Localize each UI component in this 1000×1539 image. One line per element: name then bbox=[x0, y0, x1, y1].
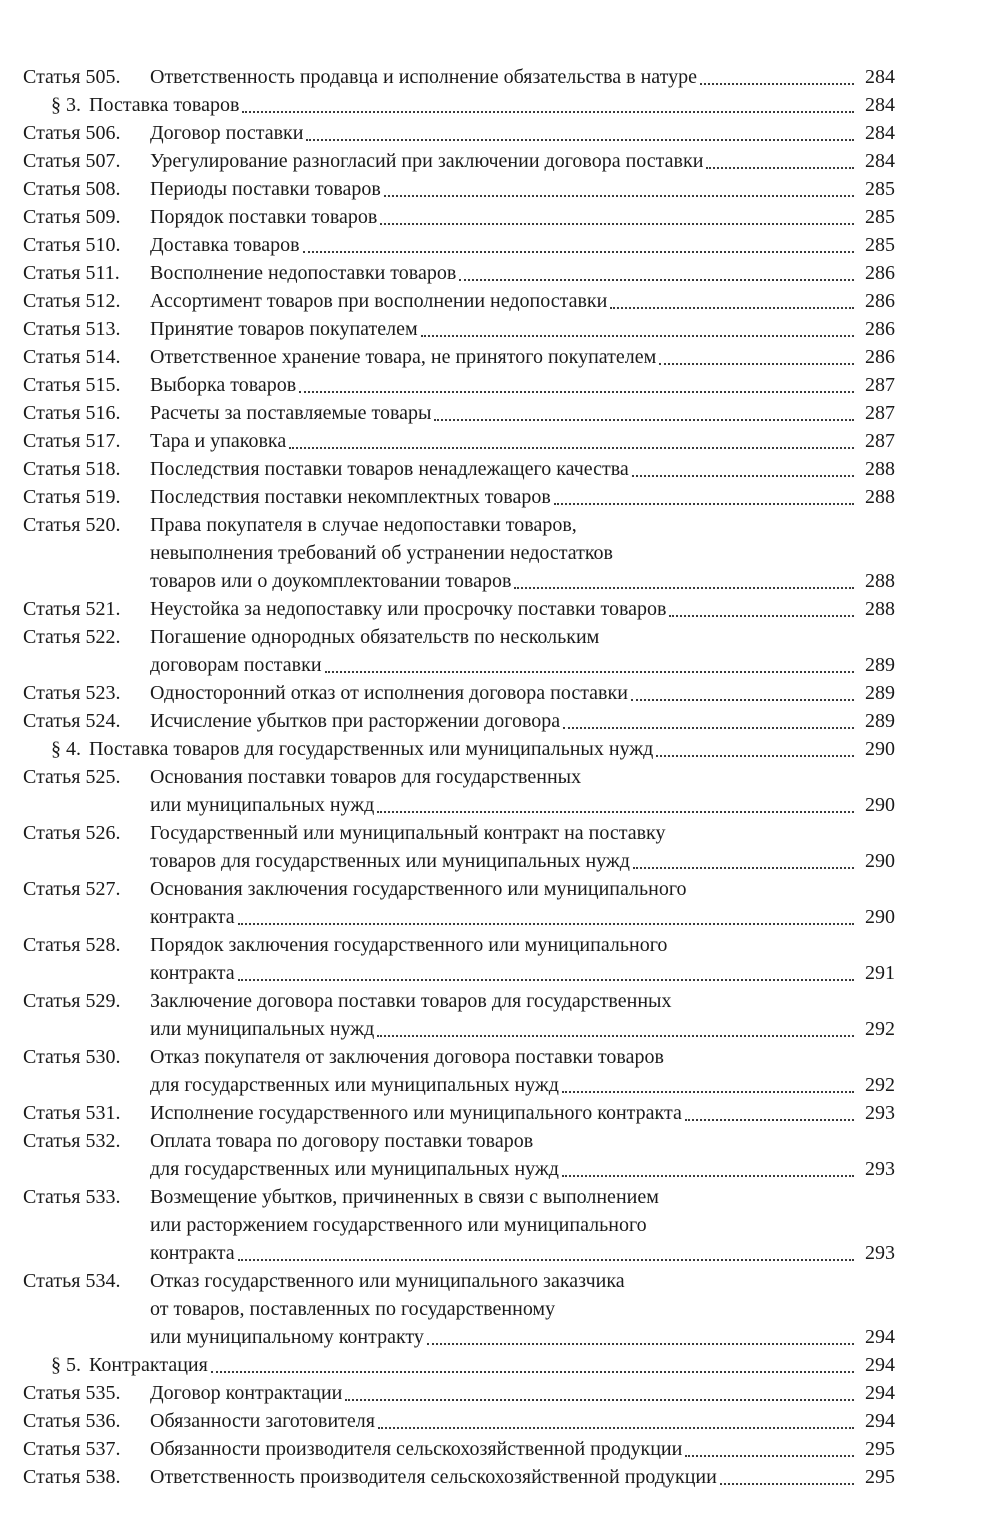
toc-article-entry bbox=[23, 175, 895, 203]
entry-line bbox=[150, 763, 895, 791]
entry-line bbox=[150, 147, 895, 175]
leader-dots bbox=[242, 110, 854, 113]
toc-article-entry bbox=[23, 427, 895, 455]
leader-dots bbox=[306, 138, 854, 141]
leader-dots bbox=[303, 250, 854, 253]
leader-dots bbox=[685, 1454, 854, 1457]
entry-body bbox=[150, 623, 895, 679]
article-number: Статья 536. bbox=[23, 1410, 121, 1432]
entry-body bbox=[150, 427, 895, 455]
page-number: 284 bbox=[865, 150, 895, 172]
leader-dots bbox=[659, 362, 854, 365]
page-number: 295 bbox=[865, 1466, 895, 1488]
leader-dots bbox=[378, 1426, 854, 1429]
article-number: Статья 522. bbox=[23, 626, 121, 648]
section-number: § 3. bbox=[51, 94, 81, 116]
entry-line bbox=[150, 1071, 895, 1099]
article-number: Статья 528. bbox=[23, 934, 121, 956]
entry-line bbox=[150, 623, 895, 651]
entry-line bbox=[150, 427, 895, 455]
toc-article-entry bbox=[23, 679, 895, 707]
entry-line bbox=[150, 1267, 895, 1295]
entry-title: товаров или о доукомплектовании товаров bbox=[150, 570, 512, 592]
entry-body bbox=[150, 259, 895, 287]
page-number: 290 bbox=[865, 850, 895, 872]
article-number: Статья 523. bbox=[23, 682, 121, 704]
leader-dots bbox=[384, 194, 854, 197]
leader-dots bbox=[669, 614, 854, 617]
entry-line bbox=[150, 1099, 895, 1127]
entry-title: контракта bbox=[150, 1242, 235, 1264]
entry-body bbox=[150, 63, 895, 91]
entry-line bbox=[150, 371, 895, 399]
entry-line bbox=[150, 1211, 895, 1239]
entry-line bbox=[150, 399, 895, 427]
page-number: 293 bbox=[865, 1102, 895, 1124]
page-number: 290 bbox=[865, 906, 895, 928]
toc-article-entry bbox=[23, 1379, 895, 1407]
toc-article-entry bbox=[23, 707, 895, 735]
entry-line bbox=[150, 175, 895, 203]
toc-section-entry bbox=[23, 735, 895, 763]
entry-body bbox=[89, 735, 895, 763]
entry-line bbox=[150, 707, 895, 735]
toc-article-entry bbox=[23, 399, 895, 427]
article-number: Статья 506. bbox=[23, 122, 121, 144]
page-number: 294 bbox=[865, 1382, 895, 1404]
entry-line bbox=[150, 1407, 895, 1435]
page-number: 294 bbox=[865, 1410, 895, 1432]
entry-title: Погашение однородных обязательств по нескольким bbox=[150, 626, 600, 648]
entry-line bbox=[150, 539, 895, 567]
entry-line bbox=[89, 91, 895, 119]
entry-body bbox=[150, 1127, 895, 1183]
entry-line bbox=[150, 287, 895, 315]
article-number: Статья 520. bbox=[23, 514, 121, 536]
entry-title: Последствия поставки некомплектных товаров bbox=[150, 486, 551, 508]
article-number: Статья 518. bbox=[23, 458, 121, 480]
entry-body bbox=[89, 1351, 895, 1379]
entry-body bbox=[150, 1043, 895, 1099]
entry-line bbox=[150, 203, 895, 231]
entry-title: Односторонний отказ от исполнения договора поставки bbox=[150, 682, 628, 704]
page-number: 295 bbox=[865, 1438, 895, 1460]
page-number: 288 bbox=[865, 570, 895, 592]
entry-line bbox=[150, 1015, 895, 1043]
page-number: 285 bbox=[865, 234, 895, 256]
entry-title: Отказ государственного или муниципального заказчика bbox=[150, 1270, 625, 1292]
entry-body bbox=[150, 371, 895, 399]
toc-article-entry bbox=[23, 1099, 895, 1127]
leader-dots bbox=[562, 1174, 854, 1177]
entry-title: для государственных или муниципальных нужд bbox=[150, 1074, 559, 1096]
page-number: 288 bbox=[865, 598, 895, 620]
page-number: 294 bbox=[865, 1354, 895, 1376]
entry-line bbox=[150, 315, 895, 343]
toc-article-entry bbox=[23, 987, 895, 1043]
article-number: Статья 505. bbox=[23, 66, 121, 88]
entry-title: Доставка товаров bbox=[150, 234, 300, 256]
entry-title: Обязанности заготовителя bbox=[150, 1410, 375, 1432]
entry-line bbox=[150, 875, 895, 903]
page-number: 285 bbox=[865, 206, 895, 228]
entry-body bbox=[150, 707, 895, 735]
entry-title: Ответственное хранение товара, не принятого покупателем bbox=[150, 346, 657, 368]
article-number: Статья 521. bbox=[23, 598, 121, 620]
entry-body bbox=[150, 763, 895, 819]
leader-dots bbox=[631, 698, 854, 701]
page-number: 291 bbox=[865, 962, 895, 984]
entry-line bbox=[150, 819, 895, 847]
entry-line bbox=[150, 1127, 895, 1155]
entry-body bbox=[150, 679, 895, 707]
entry-line bbox=[150, 1295, 895, 1323]
entry-body bbox=[150, 1435, 895, 1463]
entry-body bbox=[150, 511, 895, 595]
page-number: 289 bbox=[865, 654, 895, 676]
entry-line bbox=[150, 455, 895, 483]
entry-body bbox=[150, 147, 895, 175]
entry-title: Исполнение государственного или муниципального контракта bbox=[150, 1102, 682, 1124]
article-number: Статья 531. bbox=[23, 1102, 121, 1124]
entry-title: Поставка товаров для государственных или муниципальных нужд bbox=[89, 738, 654, 760]
toc-article-entry bbox=[23, 371, 895, 399]
page-number: 288 bbox=[865, 486, 895, 508]
toc-article-entry bbox=[23, 259, 895, 287]
entry-title: Контрактация bbox=[89, 1354, 208, 1376]
toc-article-entry bbox=[23, 147, 895, 175]
page-number: 287 bbox=[865, 402, 895, 424]
entry-title: Восполнение недопоставки товаров bbox=[150, 262, 457, 284]
entry-body bbox=[150, 819, 895, 875]
toc-article-entry bbox=[23, 119, 895, 147]
leader-dots bbox=[238, 1258, 854, 1261]
entry-line bbox=[89, 735, 895, 763]
entry-line bbox=[150, 791, 895, 819]
entry-body bbox=[150, 483, 895, 511]
section-number: § 5. bbox=[51, 1354, 81, 1376]
entry-title: контракта bbox=[150, 906, 235, 928]
entry-title: Отказ покупателя от заключения договора поставки товаров bbox=[150, 1046, 664, 1068]
page-number: 289 bbox=[865, 682, 895, 704]
leader-dots bbox=[706, 166, 854, 169]
toc-article-entry bbox=[23, 1463, 895, 1491]
entry-title: Принятие товаров покупателем bbox=[150, 318, 418, 340]
entry-body bbox=[150, 987, 895, 1043]
entry-line bbox=[150, 1155, 895, 1183]
article-number: Статья 525. bbox=[23, 766, 121, 788]
entry-line bbox=[150, 511, 895, 539]
entry-title: Ассортимент товаров при восполнении недопоставки bbox=[150, 290, 608, 312]
entry-title: Тара и упаковка bbox=[150, 430, 287, 452]
entry-line bbox=[150, 231, 895, 259]
entry-line bbox=[150, 483, 895, 511]
entry-title: Урегулирование разногласий при заключении договора поставки bbox=[150, 150, 704, 172]
leader-dots bbox=[685, 1118, 854, 1121]
leader-dots bbox=[421, 334, 854, 337]
toc-article-entry bbox=[23, 595, 895, 623]
article-number: Статья 509. bbox=[23, 206, 121, 228]
leader-dots bbox=[211, 1370, 854, 1373]
table-of-contents bbox=[23, 63, 895, 1491]
entry-body bbox=[89, 91, 895, 119]
article-number: Статья 527. bbox=[23, 878, 121, 900]
entry-body bbox=[150, 931, 895, 987]
toc-article-entry bbox=[23, 231, 895, 259]
entry-line bbox=[150, 63, 895, 91]
article-number: Статья 537. bbox=[23, 1438, 121, 1460]
leader-dots bbox=[434, 418, 854, 421]
entry-title: Порядок заключения государственного или муниципального bbox=[150, 934, 668, 956]
page-number: 294 bbox=[865, 1326, 895, 1348]
entry-title: Неустойка за недопоставку или просрочку поставки товаров bbox=[150, 598, 667, 620]
leader-dots bbox=[299, 390, 854, 393]
entry-title: Расчеты за поставляемые товары bbox=[150, 402, 432, 424]
leader-dots bbox=[289, 446, 854, 449]
article-number: Статья 534. bbox=[23, 1270, 121, 1292]
entry-body bbox=[150, 1183, 895, 1267]
entry-title: Периоды поставки товаров bbox=[150, 178, 381, 200]
entry-title: Поставка товаров bbox=[89, 94, 240, 116]
page-number: 284 bbox=[865, 94, 895, 116]
leader-dots bbox=[632, 474, 854, 477]
toc-article-entry bbox=[23, 287, 895, 315]
entry-line bbox=[150, 1435, 895, 1463]
entry-body bbox=[150, 1099, 895, 1127]
entry-title: Договор контрактации bbox=[150, 1382, 343, 1404]
entry-title: Заключение договора поставки товаров для государственных bbox=[150, 990, 672, 1012]
article-number: Статья 507. bbox=[23, 150, 121, 172]
entry-line bbox=[150, 567, 895, 595]
leader-dots bbox=[554, 502, 854, 505]
entry-title: Возмещение убытков, причиненных в связи с выполнением bbox=[150, 1186, 659, 1208]
entry-body bbox=[150, 175, 895, 203]
entry-body bbox=[150, 315, 895, 343]
article-number: Статья 533. bbox=[23, 1186, 121, 1208]
page-number: 286 bbox=[865, 290, 895, 312]
entry-line bbox=[150, 1463, 895, 1491]
leader-dots bbox=[377, 810, 854, 813]
entry-title: Обязанности производителя сельскохозяйственной продукции bbox=[150, 1438, 683, 1460]
leader-dots bbox=[562, 1090, 854, 1093]
entry-line bbox=[150, 1323, 895, 1351]
toc-article-entry bbox=[23, 875, 895, 931]
entry-title: от товаров, поставленных по государственному bbox=[150, 1298, 556, 1320]
leader-dots bbox=[700, 82, 854, 85]
entry-body bbox=[150, 875, 895, 931]
entry-body bbox=[150, 287, 895, 315]
entry-line bbox=[150, 119, 895, 147]
entry-title: для государственных или муниципальных нужд bbox=[150, 1158, 559, 1180]
entry-body bbox=[150, 399, 895, 427]
entry-title: Ответственность производителя сельскохозяйственной продукции bbox=[150, 1466, 717, 1488]
article-number: Статья 529. bbox=[23, 990, 121, 1012]
entry-body bbox=[150, 595, 895, 623]
leader-dots bbox=[514, 586, 854, 589]
entry-body bbox=[150, 343, 895, 371]
page-number: 287 bbox=[865, 430, 895, 452]
leader-dots bbox=[238, 922, 854, 925]
entry-line bbox=[150, 259, 895, 287]
entry-line bbox=[150, 595, 895, 623]
toc-article-entry bbox=[23, 931, 895, 987]
page-number: 285 bbox=[865, 178, 895, 200]
entry-title: товаров для государственных или муниципальных нужд bbox=[150, 850, 630, 872]
page-number: 290 bbox=[865, 738, 895, 760]
entry-body bbox=[150, 1267, 895, 1351]
entry-line bbox=[150, 987, 895, 1015]
article-number: Статья 512. bbox=[23, 290, 121, 312]
toc-article-entry bbox=[23, 1127, 895, 1183]
article-number: Статья 519. bbox=[23, 486, 121, 508]
entry-line bbox=[150, 1043, 895, 1071]
article-number: Статья 526. bbox=[23, 822, 121, 844]
toc-article-entry bbox=[23, 1183, 895, 1267]
entry-title: Последствия поставки товаров ненадлежащего качества bbox=[150, 458, 629, 480]
entry-title: или муниципальному контракту bbox=[150, 1326, 424, 1348]
toc-article-entry bbox=[23, 483, 895, 511]
page-number: 293 bbox=[865, 1242, 895, 1264]
article-number: Статья 513. bbox=[23, 318, 121, 340]
entry-title: Договор поставки bbox=[150, 122, 304, 144]
page-number: 286 bbox=[865, 346, 895, 368]
article-number: Статья 517. bbox=[23, 430, 121, 452]
entry-title: Права покупателя в случае недопоставки товаров, bbox=[150, 514, 577, 536]
article-number: Статья 508. bbox=[23, 178, 121, 200]
page-number: 292 bbox=[865, 1018, 895, 1040]
entry-body bbox=[150, 203, 895, 231]
entry-body bbox=[150, 1463, 895, 1491]
page-number: 284 bbox=[865, 66, 895, 88]
entry-line bbox=[150, 959, 895, 987]
toc-article-entry bbox=[23, 203, 895, 231]
article-number: Статья 530. bbox=[23, 1046, 121, 1068]
article-number: Статья 510. bbox=[23, 234, 121, 256]
entry-title: Государственный или муниципальный контракт на поставку bbox=[150, 822, 666, 844]
page-number: 286 bbox=[865, 318, 895, 340]
entry-line bbox=[150, 1183, 895, 1211]
leader-dots bbox=[459, 278, 854, 281]
entry-title: или расторжением государственного или муниципального bbox=[150, 1214, 647, 1236]
article-number: Статья 535. bbox=[23, 1382, 121, 1404]
leader-dots bbox=[238, 978, 854, 981]
entry-title: Оплата товара по договору поставки товаров bbox=[150, 1130, 534, 1152]
entry-title: невыполнения требований об устранении недостатков bbox=[150, 542, 613, 564]
toc-article-entry bbox=[23, 315, 895, 343]
toc-article-entry bbox=[23, 1043, 895, 1099]
entry-line bbox=[89, 1351, 895, 1379]
entry-line bbox=[150, 343, 895, 371]
entry-title: Основания заключения государственного или муниципального bbox=[150, 878, 687, 900]
toc-article-entry bbox=[23, 1407, 895, 1435]
article-number: Статья 532. bbox=[23, 1130, 121, 1152]
entry-body bbox=[150, 455, 895, 483]
toc-article-entry bbox=[23, 343, 895, 371]
leader-dots bbox=[563, 726, 854, 729]
entry-line bbox=[150, 1379, 895, 1407]
toc-article-entry bbox=[23, 763, 895, 819]
entry-title: Порядок поставки товаров bbox=[150, 206, 378, 228]
leader-dots bbox=[380, 222, 854, 225]
article-number: Статья 514. bbox=[23, 346, 121, 368]
entry-title: Исчисление убытков при расторжении договора bbox=[150, 710, 561, 732]
entry-line bbox=[150, 931, 895, 959]
page-number: 286 bbox=[865, 262, 895, 284]
entry-line bbox=[150, 847, 895, 875]
page-number: 284 bbox=[865, 122, 895, 144]
section-number: § 4. bbox=[51, 738, 81, 760]
leader-dots bbox=[610, 306, 854, 309]
leader-dots bbox=[656, 754, 854, 757]
entry-line bbox=[150, 651, 895, 679]
entry-body bbox=[150, 1379, 895, 1407]
entry-line bbox=[150, 679, 895, 707]
article-number: Статья 511. bbox=[23, 262, 120, 284]
entry-title: контракта bbox=[150, 962, 235, 984]
toc-article-entry bbox=[23, 1267, 895, 1351]
leader-dots bbox=[325, 670, 854, 673]
page-number: 293 bbox=[865, 1158, 895, 1180]
article-number: Статья 516. bbox=[23, 402, 121, 424]
entry-body bbox=[150, 1407, 895, 1435]
article-number: Статья 515. bbox=[23, 374, 121, 396]
leader-dots bbox=[633, 866, 854, 869]
page-number: 289 bbox=[865, 710, 895, 732]
toc-article-entry bbox=[23, 1435, 895, 1463]
article-number: Статья 538. bbox=[23, 1466, 121, 1488]
entry-body bbox=[150, 231, 895, 259]
toc-article-entry bbox=[23, 819, 895, 875]
entry-title: Выборка товаров bbox=[150, 374, 297, 396]
entry-title: договорам поставки bbox=[150, 654, 322, 676]
toc-section-entry bbox=[23, 1351, 895, 1379]
article-number: Статья 524. bbox=[23, 710, 121, 732]
toc-article-entry bbox=[23, 63, 895, 91]
entry-title: или муниципальных нужд bbox=[150, 794, 375, 816]
entry-title: Основания поставки товаров для государственных bbox=[150, 766, 582, 788]
page-number: 288 bbox=[865, 458, 895, 480]
leader-dots bbox=[345, 1398, 854, 1401]
entry-line bbox=[150, 903, 895, 931]
toc-article-entry bbox=[23, 455, 895, 483]
toc-section-entry bbox=[23, 91, 895, 119]
toc-article-entry bbox=[23, 623, 895, 679]
entry-title: или муниципальных нужд bbox=[150, 1018, 375, 1040]
entry-line bbox=[150, 1239, 895, 1267]
entry-body bbox=[150, 119, 895, 147]
entry-title: Ответственность продавца и исполнение обязательства в натуре bbox=[150, 66, 697, 88]
page-number: 290 bbox=[865, 794, 895, 816]
leader-dots bbox=[377, 1034, 854, 1037]
page-number: 292 bbox=[865, 1074, 895, 1096]
toc-article-entry bbox=[23, 511, 895, 595]
leader-dots bbox=[427, 1342, 854, 1345]
leader-dots bbox=[720, 1482, 854, 1485]
page-number: 287 bbox=[865, 374, 895, 396]
